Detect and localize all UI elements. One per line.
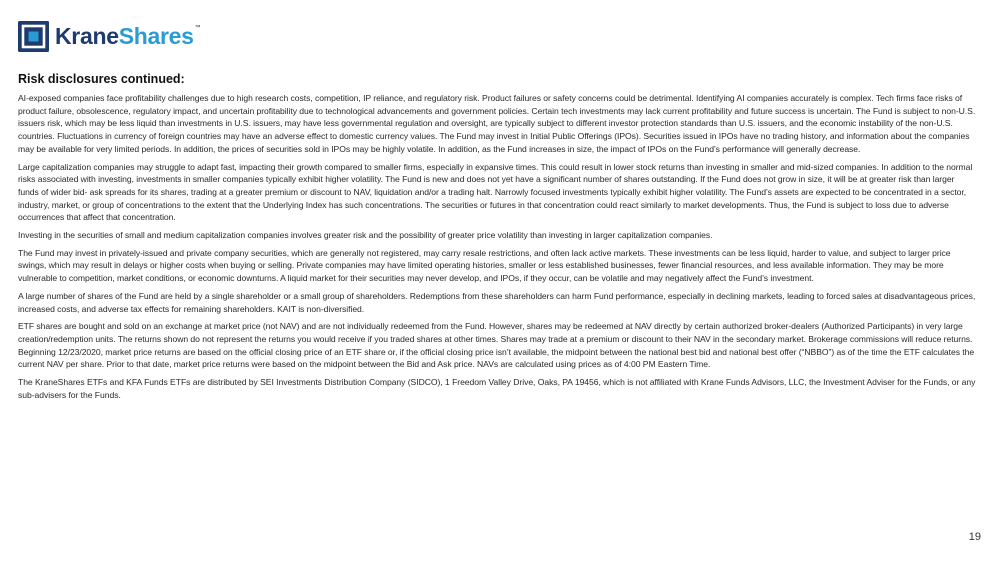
brand-name-part2: Shares [118, 22, 194, 49]
disclosure-paragraph: AI-exposed companies face profitability challenges due to high research costs, competition, IP reliance, and regulatory risk. Product failures or safety concerns could be detrimental. Identifying AI companies accurately is complex. Tech firms face risks of product failure, obsolescence, regulatory impact, and uncertain profitability due to technological advancements and government policies. Certain tech investments may lack current profitability and future success is uncertain. The Fund is subject to non-U.S. issuers risk, which may be less liquid than investments in U.S. issuers, may have less governmental regulation and oversight, are typically subject to different investor protection standards than U.S. issuers, and the economic instability of the non-U.S. countries. Fluctuations in currency of foreign countries may have an adverse effect to domestic currency values. The Fund may invest in Initial Public Offerings (IPOs). Securities issued in IPOs have no trading history, and information about the companies may be available for very limited periods. In addition, the prices of securities sold in IPOs may be highly volatile. In addition, as the Fund increases in size, the impact of IPOs on the Fund’s performance will generally decrease. [18, 93, 976, 154]
trademark-symbol: ™ [194, 24, 201, 31]
brand-logo-text[interactable] [55, 22, 201, 49]
disclosure-paragraph: The Fund may invest in privately-issued and private company securities, which are generally not registered, may carry resale restrictions, and often lack active markets. These investments can be less liquid, harder to value, and subject to larger price swings, which may result in delays or higher costs when buying or selling. Private companies may have limited operating histories, smaller or less established businesses, fewer financial resources, and less available information. They may be more vulnerable to competition, market conditions, or economic downturns. A liquid market for their securities may never develop, and IPOs, if they occur, can be volatile and may negatively affect the Fund’s investment. [18, 247, 951, 284]
brand-name-part1: Krane [55, 22, 119, 49]
disclosure-paragraph: Investing in the securities of small and medium capitalization companies involves greater risk and the possibility of greater price volatility than investing in larger capitalization companies. [18, 230, 713, 241]
disclosure-paragraph: Large capitalization companies may struggle to adapt fast, impacting their growth compared to smaller firms, especially in expansive times. This could result in lower stock returns than investing in smaller and mid-sized companies. In addition to the normal risks associated with investing, investments in smaller companies typically exhibit higher volatility. The Fund is new and does not yet have a significant number of shares outstanding. If the Fund does not grow in size, it will be at greater risk than larger funds of wider bid- ask spreads for its shares, trading at a greater premium or discount to NAV, liquidation and/or a trading halt. Narrowly focused investments typically exhibit higher volatility. The Fund’s assets are expected to be concentrated in a sector, industry, market, or group of concentrations to the extent that the Underlying Index has such concentrations. The securities or futures in that concentration could react similarly to market developments. Thus, the Fund is subject to loss due to adverse occurrences that affect that concentration. [18, 161, 973, 223]
kraneshares-logo-icon[interactable] [18, 21, 49, 52]
page-number: 19 [968, 531, 981, 543]
disclosure-paragraph: A large number of shares of the Fund are held by a single shareholder or a small group of shareholders. Redemptions from these shareholders can harm Fund performance, especially in declining markets, leading to forced sales at disadvantageous prices, increased costs, and adverse tax effects for remaining shareholders. KAIT is non-diversified. [18, 290, 976, 314]
disclosure-paragraph: ETF shares are bought and sold on an exchange at market price (not NAV) and are not individually redeemed from the Fund. However, shares may be redeemed at NAV directly by certain authorized broker-dealers (Authorized Participants) in very large creation/redemption units. The returns shown do not represent the returns you would receive if you traded shares at other times. Shares may trade at a premium or discount to their NAV in the secondary market. Brokerage commissions will reduce returns. Beginning 12/23/2020, market price returns are based on the official closing price of an ETF share or, if the official closing price isn’t available, the midpoint between the national best bid and national best offer (“NBBO”) as of the time the ETF calculates the current NAV per share. Prior to that date, market price returns were based on the midpoint between the Bid and Ask price. NAVs are calculated using prices as of 4:00 PM Eastern Time. [18, 321, 975, 370]
main-content [18, 72, 976, 406]
disclosure-paragraph: The KraneShares ETFs and KFA Funds ETFs are distributed by SEI Investments Distribution Company (SIDCO), 1 Freedom Valley Drive, Oaks, PA 19456, which is not affiliated with Krane Funds Advisors, LLC, the Investment Adviser for the Funds, or any sub-advisers for the Funds. [18, 377, 976, 400]
header [18, 18, 200, 54]
section-title: Risk disclosures continued: [18, 72, 185, 86]
